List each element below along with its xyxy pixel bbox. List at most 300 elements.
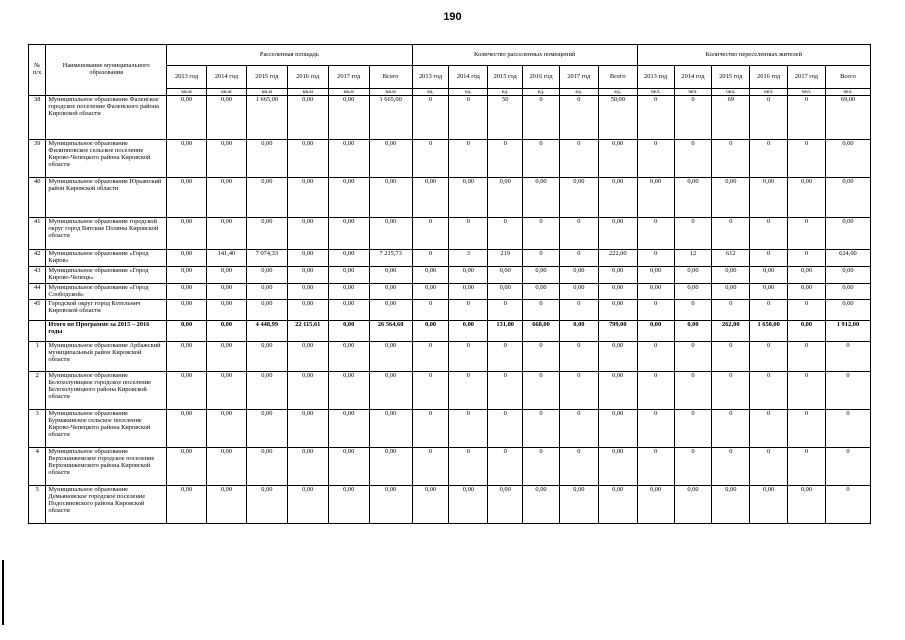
value-cell: 4 448,99 xyxy=(246,321,287,342)
value-cell: 0,00 xyxy=(750,178,788,218)
value-cell: 0 xyxy=(712,300,750,321)
value-cell: 0 xyxy=(712,372,750,410)
col-header-year: Всего xyxy=(598,66,637,89)
value-cell: 0 xyxy=(412,300,449,321)
col-header-year: 2014 год xyxy=(207,66,247,89)
value-cell: 0,00 xyxy=(246,448,287,486)
table-row xyxy=(29,342,871,372)
col-header-unit: чел. xyxy=(825,89,870,96)
col-header-unit: ед. xyxy=(523,89,560,96)
table-row xyxy=(29,96,871,140)
col-header-year: 2017 год xyxy=(328,66,369,89)
value-cell: 0,00 xyxy=(369,140,412,178)
value-cell: 0 xyxy=(449,448,488,486)
value-cell: 0 xyxy=(637,342,674,372)
value-cell: 0,00 xyxy=(598,283,637,300)
value-cell: 0,00 xyxy=(207,218,247,250)
value-cell: 0 xyxy=(637,96,674,140)
value-cell: 0,00 xyxy=(369,372,412,410)
value-cell: 0 xyxy=(788,342,826,372)
value-cell: 0 xyxy=(674,218,712,250)
col-header-year: 2015 год xyxy=(488,66,523,89)
table-row xyxy=(29,283,871,300)
value-cell: 0,00 xyxy=(167,266,207,283)
value-cell: 0 xyxy=(712,410,750,448)
value-cell: 0,00 xyxy=(523,283,560,300)
value-cell: 0,00 xyxy=(287,283,328,300)
value-cell: 0,00 xyxy=(287,218,328,250)
value-cell: 0,00 xyxy=(449,266,488,283)
value-cell: 0 xyxy=(637,218,674,250)
value-cell: 0,00 xyxy=(328,342,369,372)
value-cell: 0 xyxy=(637,372,674,410)
value-cell: 0,00 xyxy=(167,342,207,372)
value-cell: 0,00 xyxy=(712,178,750,218)
col-header-unit: чел. xyxy=(712,89,750,96)
value-cell: 222,00 xyxy=(598,250,637,267)
value-cell: 0 xyxy=(488,218,523,250)
row-number: 3 xyxy=(29,410,46,448)
value-cell: 0 xyxy=(674,96,712,140)
table-row xyxy=(29,250,871,267)
value-cell: 0 xyxy=(788,372,826,410)
value-cell: 0,00 xyxy=(637,321,674,342)
col-header-year: 2016 год xyxy=(523,66,560,89)
value-cell: 0,00 xyxy=(750,486,788,524)
page-number: 190 xyxy=(443,11,462,23)
value-cell: 0 xyxy=(488,410,523,448)
col-header-unit: кв.м xyxy=(287,89,328,96)
value-cell: 0 xyxy=(788,448,826,486)
value-cell: 0,00 xyxy=(637,266,674,283)
col-header-year: 2016 год xyxy=(750,66,788,89)
value-cell: 0 xyxy=(637,140,674,178)
col-header-unit: чел. xyxy=(637,89,674,96)
value-cell: 0,00 xyxy=(598,140,637,178)
value-cell: 0 xyxy=(712,342,750,372)
value-cell: 0,00 xyxy=(328,266,369,283)
value-cell: 0,00 xyxy=(449,321,488,342)
value-cell: 0 xyxy=(488,372,523,410)
value-cell: 219 xyxy=(488,250,523,267)
value-cell: 0,00 xyxy=(598,300,637,321)
value-cell: 0,00 xyxy=(207,266,247,283)
row-number: 43 xyxy=(29,266,46,283)
municipality-name: Муниципальное образование Демьяновское городское поселение Подосиновского района Кировской области xyxy=(46,486,167,524)
value-cell: 0,00 xyxy=(328,178,369,218)
value-cell: 1 650,00 xyxy=(750,321,788,342)
value-cell: 0 xyxy=(412,342,449,372)
value-cell: 0 xyxy=(488,342,523,372)
group-header-premises: Количество расселенных помещений xyxy=(412,45,637,66)
value-cell: 0,00 xyxy=(523,266,560,283)
value-cell: 0,00 xyxy=(369,448,412,486)
value-cell: 0,00 xyxy=(369,283,412,300)
value-cell: 26 564,60 xyxy=(369,321,412,342)
value-cell: 0 xyxy=(559,372,598,410)
value-cell: 0 xyxy=(523,372,560,410)
municipality-name: Муниципальное образование Бурмакинское сельское поселение Кирово-Чепецкого района Кировской области xyxy=(46,410,167,448)
value-cell: 0,00 xyxy=(246,342,287,372)
value-cell: 0,00 xyxy=(328,410,369,448)
value-cell: 0,00 xyxy=(287,250,328,267)
table-row xyxy=(29,486,871,524)
value-cell: 0,00 xyxy=(207,321,247,342)
value-cell: 0 xyxy=(637,410,674,448)
value-cell: 0,00 xyxy=(167,96,207,140)
value-cell: 0 xyxy=(449,218,488,250)
value-cell: 0,00 xyxy=(788,283,826,300)
value-cell: 262,00 xyxy=(712,321,750,342)
value-cell: 0,00 xyxy=(488,486,523,524)
value-cell: 0 xyxy=(788,218,826,250)
value-cell: 0,00 xyxy=(598,448,637,486)
row-number: 44 xyxy=(29,283,46,300)
value-cell: 0,00 xyxy=(246,372,287,410)
value-cell: 0 xyxy=(788,300,826,321)
value-cell: 0 xyxy=(750,140,788,178)
value-cell: 0 xyxy=(559,300,598,321)
value-cell: 0 xyxy=(559,96,598,140)
value-cell: 0,00 xyxy=(825,300,870,321)
table-row xyxy=(29,300,871,321)
value-cell: 0,00 xyxy=(674,266,712,283)
col-header-unit: чел. xyxy=(788,89,826,96)
col-header-year: 2013 год xyxy=(412,66,449,89)
value-cell: 0 xyxy=(523,218,560,250)
value-cell: 0,00 xyxy=(412,321,449,342)
row-number: 45 xyxy=(29,300,46,321)
value-cell: 0 xyxy=(637,448,674,486)
col-header-unit: ед. xyxy=(449,89,488,96)
col-header-year: Всего xyxy=(369,66,412,89)
col-header-unit: ед. xyxy=(559,89,598,96)
value-cell: 0 xyxy=(788,140,826,178)
value-cell: 0,00 xyxy=(637,486,674,524)
value-cell: 0,00 xyxy=(167,300,207,321)
value-cell: 3 xyxy=(449,250,488,267)
value-cell: 0,00 xyxy=(412,266,449,283)
value-cell: 0,00 xyxy=(712,266,750,283)
value-cell: 69 xyxy=(712,96,750,140)
col-header-unit: кв.м xyxy=(167,89,207,96)
value-cell: 0,00 xyxy=(287,178,328,218)
value-cell: 69,00 xyxy=(825,96,870,140)
value-cell: 0,00 xyxy=(287,140,328,178)
value-cell: 12 xyxy=(674,250,712,267)
value-cell: 50,00 xyxy=(598,96,637,140)
value-cell: 0,00 xyxy=(825,266,870,283)
value-cell: 0,00 xyxy=(369,486,412,524)
table-row xyxy=(29,140,871,178)
value-cell: 0 xyxy=(674,140,712,178)
col-header-unit: ед. xyxy=(412,89,449,96)
col-header-year: 2017 год xyxy=(788,66,826,89)
value-cell: 0 xyxy=(449,300,488,321)
value-cell: 0 xyxy=(412,410,449,448)
value-cell: 0,00 xyxy=(523,486,560,524)
table-row xyxy=(29,372,871,410)
municipality-name: Итого по Программе за 2015 – 2016 годы xyxy=(46,321,167,342)
table-row xyxy=(29,448,871,486)
row-number: 40 xyxy=(29,178,46,218)
value-cell: 0,00 xyxy=(598,218,637,250)
value-cell: 0 xyxy=(412,140,449,178)
value-cell: 0 xyxy=(559,342,598,372)
value-cell: 141,40 xyxy=(207,250,247,267)
value-cell: 131,00 xyxy=(488,321,523,342)
value-cell: 0,00 xyxy=(369,300,412,321)
col-header-unit: кв.м xyxy=(207,89,247,96)
value-cell: 0,00 xyxy=(412,486,449,524)
value-cell: 0,00 xyxy=(328,300,369,321)
row-number: 1 xyxy=(29,342,46,372)
value-cell: 0 xyxy=(412,218,449,250)
value-cell: 0,00 xyxy=(246,178,287,218)
value-cell: 612 xyxy=(712,250,750,267)
col-header-unit: ед. xyxy=(488,89,523,96)
value-cell: 0,00 xyxy=(598,266,637,283)
value-cell: 0 xyxy=(674,410,712,448)
row-number: 4 xyxy=(29,448,46,486)
value-cell: 0 xyxy=(523,448,560,486)
value-cell: 0,00 xyxy=(287,372,328,410)
value-cell: 0 xyxy=(559,218,598,250)
municipality-name: Муниципальное образование Юрьянский район Кировской области xyxy=(46,178,167,218)
value-cell: 22 115,61 xyxy=(287,321,328,342)
table-row xyxy=(29,178,871,218)
row-number: 41 xyxy=(29,218,46,250)
value-cell: 0,00 xyxy=(167,140,207,178)
value-cell: 0,00 xyxy=(246,266,287,283)
value-cell: 0 xyxy=(559,250,598,267)
value-cell: 0,00 xyxy=(637,178,674,218)
value-cell: 0 xyxy=(523,140,560,178)
value-cell: 0 xyxy=(523,96,560,140)
value-cell: 0 xyxy=(750,300,788,321)
value-cell: 0 xyxy=(825,342,870,372)
value-cell: 0 xyxy=(674,342,712,372)
value-cell: 0,00 xyxy=(246,283,287,300)
value-cell: 0 xyxy=(523,410,560,448)
value-cell: 0,00 xyxy=(712,486,750,524)
value-cell: 0,00 xyxy=(488,266,523,283)
table-row xyxy=(29,218,871,250)
value-cell: 0,00 xyxy=(559,266,598,283)
value-cell: 0,00 xyxy=(207,300,247,321)
value-cell: 0,00 xyxy=(825,283,870,300)
col-header-unit: кв.м xyxy=(328,89,369,96)
value-cell: 0,00 xyxy=(328,283,369,300)
value-cell: 0,00 xyxy=(369,410,412,448)
col-header-name: Наименование муниципального образования xyxy=(46,45,167,96)
value-cell: 0 xyxy=(523,300,560,321)
value-cell: 0,00 xyxy=(750,283,788,300)
value-cell: 0 xyxy=(712,218,750,250)
value-cell: 7 215,73 xyxy=(369,250,412,267)
col-header-no: № п/х xyxy=(29,45,46,96)
value-cell: 0 xyxy=(559,410,598,448)
col-header-unit: чел. xyxy=(674,89,712,96)
municipality-name: Городской округ город Котельнич Кировской области xyxy=(46,300,167,321)
value-cell: 0,00 xyxy=(287,96,328,140)
value-cell: 0 xyxy=(750,218,788,250)
value-cell: 0,00 xyxy=(559,486,598,524)
value-cell: 0 xyxy=(674,448,712,486)
value-cell: 0,00 xyxy=(637,283,674,300)
value-cell: 0,00 xyxy=(207,96,247,140)
value-cell: 0 xyxy=(449,140,488,178)
col-header-year: 2014 год xyxy=(449,66,488,89)
value-cell: 0,00 xyxy=(167,486,207,524)
table-row xyxy=(29,266,871,283)
municipality-name: Муниципальное образование «Город Слободской» xyxy=(46,283,167,300)
value-cell: 668,00 xyxy=(523,321,560,342)
value-cell: 0,00 xyxy=(167,218,207,250)
col-header-year: 2017 год xyxy=(559,66,598,89)
col-header-unit: ед. xyxy=(598,89,637,96)
value-cell: 0 xyxy=(559,448,598,486)
value-cell: 0 xyxy=(559,140,598,178)
value-cell: 0,00 xyxy=(287,410,328,448)
value-cell: 0,00 xyxy=(287,300,328,321)
value-cell: 0 xyxy=(750,250,788,267)
value-cell: 0,00 xyxy=(598,486,637,524)
value-cell: 0,00 xyxy=(207,448,247,486)
value-cell: 0,00 xyxy=(207,140,247,178)
value-cell: 0,00 xyxy=(328,250,369,267)
municipality-name: Муниципальное образование Арбажский муниципальный район Кировской области xyxy=(46,342,167,372)
value-cell: 0,00 xyxy=(712,283,750,300)
value-cell: 0,00 xyxy=(287,448,328,486)
value-cell: 0 xyxy=(788,96,826,140)
value-cell: 1 665,00 xyxy=(246,96,287,140)
col-header-year: 2014 год xyxy=(674,66,712,89)
col-header-year: 2015 год xyxy=(246,66,287,89)
value-cell: 1 912,00 xyxy=(825,321,870,342)
value-cell: 0 xyxy=(637,300,674,321)
value-cell: 0 xyxy=(449,410,488,448)
table-row xyxy=(29,410,871,448)
value-cell: 0,00 xyxy=(246,300,287,321)
value-cell: 624,00 xyxy=(825,250,870,267)
value-cell: 0,00 xyxy=(167,410,207,448)
value-cell: 0 xyxy=(488,140,523,178)
value-cell: 0,00 xyxy=(167,283,207,300)
value-cell: 0,00 xyxy=(207,178,247,218)
value-cell: 0,00 xyxy=(328,140,369,178)
value-cell: 0 xyxy=(412,250,449,267)
value-cell: 0,00 xyxy=(750,266,788,283)
row-number xyxy=(29,321,46,342)
value-cell: 0 xyxy=(825,410,870,448)
value-cell: 0,00 xyxy=(167,321,207,342)
value-cell: 0 xyxy=(523,250,560,267)
value-cell: 0 xyxy=(750,448,788,486)
value-cell: 0,00 xyxy=(788,486,826,524)
value-cell: 0 xyxy=(637,250,674,267)
value-cell: 0 xyxy=(449,96,488,140)
value-cell: 0,00 xyxy=(167,372,207,410)
col-header-unit: кв.м xyxy=(369,89,412,96)
col-header-year: 2013 год xyxy=(167,66,207,89)
value-cell: 0 xyxy=(750,410,788,448)
value-cell: 0,00 xyxy=(287,266,328,283)
value-cell: 0,00 xyxy=(246,218,287,250)
value-cell: 0,00 xyxy=(523,178,560,218)
row-number: 38 xyxy=(29,96,46,140)
value-cell: 0,00 xyxy=(412,178,449,218)
value-cell: 0 xyxy=(449,342,488,372)
municipality-name: Муниципальное образование «Город Киров» xyxy=(46,250,167,267)
value-cell: 0 xyxy=(825,448,870,486)
margin-line xyxy=(2,560,4,625)
value-cell: 0,00 xyxy=(328,486,369,524)
value-cell: 0,00 xyxy=(449,283,488,300)
header-row-groups xyxy=(29,45,871,66)
value-cell: 0 xyxy=(449,372,488,410)
municipality-name: Муниципальное образование Белохолуницкое городское поселение Белохолуницкого района Кировской области xyxy=(46,372,167,410)
value-cell: 0,00 xyxy=(328,96,369,140)
resettlement-table xyxy=(28,44,871,524)
value-cell: 0 xyxy=(825,372,870,410)
row-number: 42 xyxy=(29,250,46,267)
row-number: 39 xyxy=(29,140,46,178)
value-cell: 0 xyxy=(788,410,826,448)
row-number: 2 xyxy=(29,372,46,410)
value-cell: 0,00 xyxy=(207,283,247,300)
value-cell: 0,00 xyxy=(328,372,369,410)
value-cell: 50 xyxy=(488,96,523,140)
municipality-name: Муниципальное образование «Город Кирово-Чепецк» xyxy=(46,266,167,283)
value-cell: 0,00 xyxy=(207,372,247,410)
table-total-row xyxy=(29,321,871,342)
value-cell: 0,00 xyxy=(369,266,412,283)
value-cell: 0,00 xyxy=(246,410,287,448)
value-cell: 0,00 xyxy=(598,342,637,372)
value-cell: 0 xyxy=(712,448,750,486)
value-cell: 0,00 xyxy=(369,218,412,250)
value-cell: 0 xyxy=(488,448,523,486)
value-cell: 0,00 xyxy=(825,218,870,250)
value-cell: 0 xyxy=(674,300,712,321)
value-cell: 0,00 xyxy=(598,410,637,448)
value-cell: 0,00 xyxy=(674,486,712,524)
value-cell: 0,00 xyxy=(287,342,328,372)
value-cell: 0,00 xyxy=(328,448,369,486)
group-header-residents: Количество переселенных жителей xyxy=(637,45,870,66)
value-cell: 0 xyxy=(674,372,712,410)
value-cell: 0,00 xyxy=(598,372,637,410)
value-cell: 0,00 xyxy=(559,283,598,300)
value-cell: 0,00 xyxy=(825,140,870,178)
value-cell: 0,00 xyxy=(788,321,826,342)
col-header-unit: кв.м xyxy=(246,89,287,96)
value-cell: 0,00 xyxy=(287,486,328,524)
value-cell: 0,00 xyxy=(825,178,870,218)
municipality-name: Муниципальное образование Фаленское городское поселение Фаленского района Кировской области xyxy=(46,96,167,140)
value-cell: 0 xyxy=(750,372,788,410)
value-cell: 0,00 xyxy=(559,321,598,342)
value-cell: 0,00 xyxy=(369,342,412,372)
row-number: 5 xyxy=(29,486,46,524)
value-cell: 0,00 xyxy=(246,140,287,178)
municipality-name: Муниципальное образование Верхошижемское городское поселение Верхошижемского района Кировской области xyxy=(46,448,167,486)
table-body xyxy=(29,96,871,524)
value-cell: 0,00 xyxy=(449,486,488,524)
value-cell: 0 xyxy=(412,96,449,140)
col-header-year: Всего xyxy=(825,66,870,89)
